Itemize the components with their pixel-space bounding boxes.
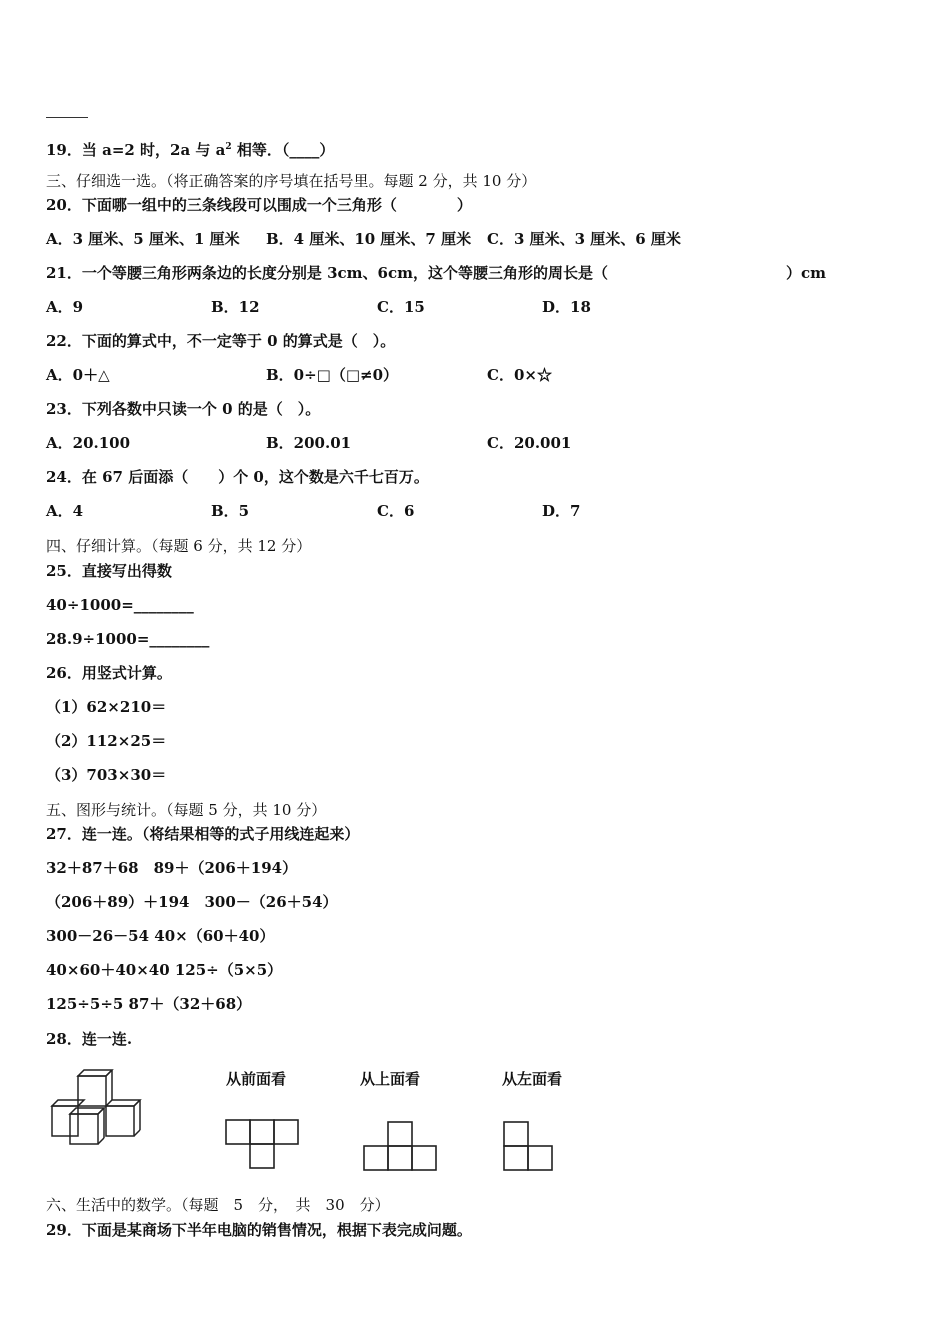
- q24-option-c[interactable]: C．6: [377, 502, 415, 520]
- view-front-caption: 从前面看: [226, 1070, 287, 1088]
- q27-row-1: 32＋87＋68 89＋（206＋194）: [46, 859, 298, 877]
- q26-item-2: （2）112×25＝: [46, 732, 167, 750]
- front-view-shape[interactable]: [224, 1118, 302, 1172]
- q22-option-a[interactable]: A．0＋△: [46, 366, 110, 384]
- q21-option-a[interactable]: A．9: [46, 298, 84, 316]
- question-21: 21．一个等腰三角形两条边的长度分别是 3cm、6cm，这个等腰三角形的周长是（: [46, 264, 608, 282]
- top-view-shape[interactable]: [362, 1120, 440, 1174]
- q22-option-b[interactable]: B．0÷□（□≠0）: [266, 366, 399, 384]
- q27-row-2: （206＋89）＋194 300－（26＋54）: [46, 893, 338, 911]
- q20-option-c[interactable]: C．3 厘米、3 厘米、6 厘米: [487, 230, 681, 248]
- q21-option-c[interactable]: C．15: [377, 298, 425, 316]
- question-25: 25．直接写出得数: [46, 562, 172, 580]
- q19-sup: 2: [225, 142, 232, 152]
- question-29: 29．下面是某商场下半年电脑的销售情况，根据下表完成问题。: [46, 1221, 472, 1239]
- q20-option-b[interactable]: B．4 厘米、10 厘米、7 厘米: [266, 230, 472, 248]
- question-19: [46, 137, 334, 160]
- q22-option-c[interactable]: C．0×☆: [487, 366, 552, 384]
- q21-unit: ）cm: [786, 264, 827, 282]
- q20-option-a[interactable]: A．3 厘米、5 厘米、1 厘米: [46, 230, 240, 248]
- cube-stack-figure: [48, 1066, 160, 1148]
- q25-item-1: 40÷1000=________: [46, 596, 194, 614]
- q26-item-3: （3）703×30＝: [46, 766, 167, 784]
- view-left-caption: 从左面看: [502, 1070, 563, 1088]
- q21-option-b[interactable]: B．12: [211, 298, 260, 316]
- q23-option-c[interactable]: C．20.001: [487, 434, 572, 452]
- answer-line: [46, 117, 88, 118]
- q25-item-2: 28.9÷1000=________: [46, 630, 210, 648]
- question-20: 20．下面哪一组中的三条线段可以围成一个三角形（ ）: [46, 196, 472, 214]
- q24-option-b[interactable]: B．5: [211, 502, 250, 520]
- question-26: 26．用竖式计算。: [46, 664, 172, 682]
- q23-option-b[interactable]: B．200.01: [266, 434, 352, 452]
- view-top-caption: 从上面看: [360, 1070, 421, 1088]
- q21-option-d[interactable]: D．18: [542, 298, 591, 316]
- q19-tail: 相等．（____）: [231, 141, 335, 159]
- q27-row-3: 300－26－54 40×（60＋40）: [46, 927, 275, 945]
- left-view-shape[interactable]: [502, 1120, 556, 1174]
- q19-text: 19．当 a=2 时，2a 与 a: [46, 141, 226, 159]
- q26-item-1: （1）62×210＝: [46, 698, 167, 716]
- question-22: 22．下面的算式中，不一定等于 0 的算式是（ ）。: [46, 332, 396, 350]
- q24-option-d[interactable]: D．7: [542, 502, 581, 520]
- question-28: 28．连一连.: [46, 1030, 133, 1048]
- section-3-heading: 三、仔细选一选。（将正确答案的序号填在括号里。每题 2 分，共 10 分）: [46, 172, 537, 190]
- question-27: 27．连一连。（将结果相等的式子用线连起来）: [46, 825, 360, 843]
- q27-row-5: 125÷5÷5 87＋（32＋68）: [46, 995, 252, 1013]
- question-23: 23．下列各数中只读一个 0 的是（ ）。: [46, 400, 321, 418]
- section-6-heading: 六、生活中的数学。（每题 5 分， 共 30 分）: [46, 1196, 390, 1214]
- section-4-heading: 四、仔细计算。（每题 6 分，共 12 分）: [46, 537, 312, 555]
- question-24: 24．在 67 后面添（ ）个 0，这个数是六千七百万。: [46, 468, 429, 486]
- q24-option-a[interactable]: A．4: [46, 502, 84, 520]
- q23-option-a[interactable]: A．20.100: [46, 434, 131, 452]
- section-5-heading: 五、图形与统计。（每题 5 分，共 10 分）: [46, 801, 327, 819]
- q27-row-4: 40×60＋40×40 125÷（5×5）: [46, 961, 283, 979]
